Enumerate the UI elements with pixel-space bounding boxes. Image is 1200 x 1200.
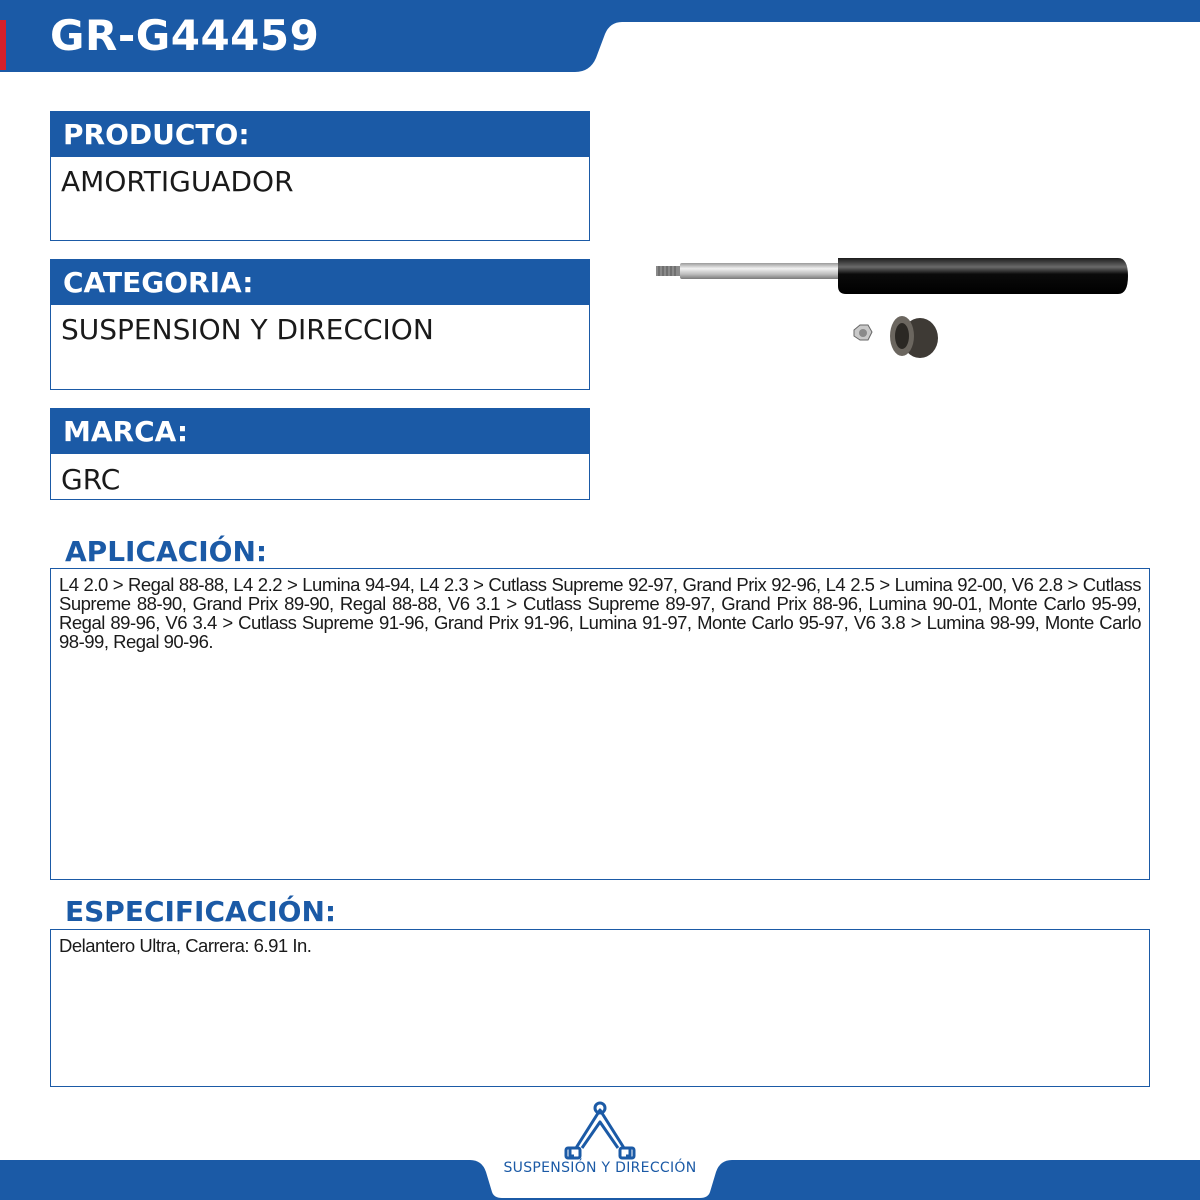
marca-value: GRC (50, 454, 590, 500)
control-arm-icon (560, 1100, 640, 1162)
aplicacion-text: L4 2.0 > Regal 88-88, L4 2.2 > Lumina 94-94, L4 2.3 > Cutlass Supreme 92-97, Grand Prix 92-96, L4 2.5 > Lumina 92-00, V6 2.8 > Cutlass Supreme 88-90, Grand Prix 89-90, Regal 88-88, V6 3.1 > Cutlass Supreme 89-97, Grand Prix 88-96, Lumina 90-01, Monte Carlo 95-99, Regal 89-96, V6 3.4 > Cutlass Supreme 91-96, Grand Prix 91-96, Lumina 91-97, Monte Carlo 95-97, V6 3.8 > Lumina 98-99, Monte Carlo 98-99, Regal 90-96. (50, 568, 1150, 880)
shock-absorber-image (640, 240, 1140, 380)
aplicacion-title: APLICACIÓN: (65, 535, 268, 568)
producto-label: PRODUCTO: (50, 111, 590, 157)
marca-block (50, 408, 590, 500)
producto-block (50, 111, 590, 241)
especificacion-text: Delantero Ultra, Carrera: 6.91 In. (50, 929, 1150, 1087)
marca-label: MARCA: (50, 408, 590, 454)
footer-category-label: SUSPENSIÓN Y DIRECCIÓN (503, 1160, 697, 1176)
categoria-label: CATEGORIA: (50, 259, 590, 305)
categoria-value: SUSPENSION Y DIRECCION (50, 305, 590, 390)
part-number-title: GR-G44459 (50, 11, 320, 60)
especificacion-title: ESPECIFICACIÓN: (65, 895, 337, 928)
producto-value: AMORTIGUADOR (50, 157, 590, 241)
categoria-block (50, 259, 590, 390)
